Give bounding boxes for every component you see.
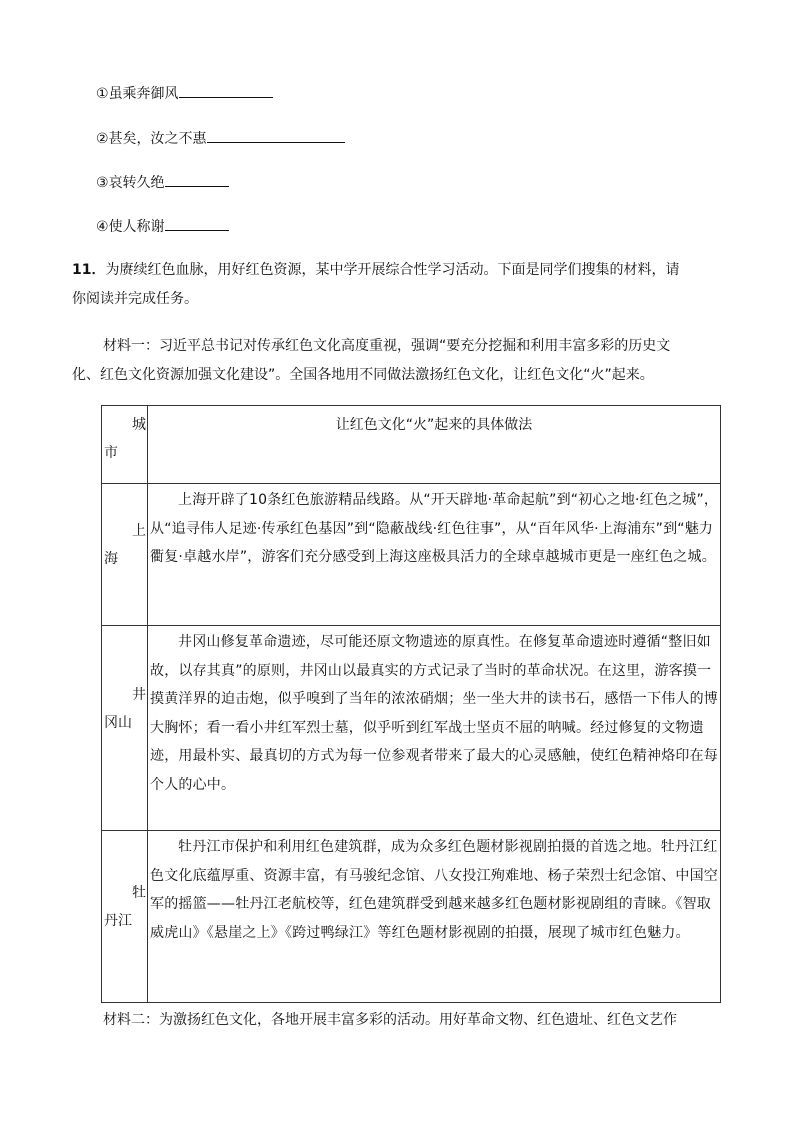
header-city-char-2: 市 [104, 445, 118, 461]
table-row [102, 484, 721, 626]
method-cell-jinggangshan [148, 626, 721, 831]
item-1-text: 虽乘奔御风 [108, 86, 179, 102]
city-name-char-1: 井 [132, 687, 146, 703]
item-1-marker: ① [96, 86, 109, 102]
city-cell-jinggangshan [102, 626, 148, 831]
city-name-char-2: 冈山 [104, 715, 132, 731]
material-1-line-2: 化、红色文化资源加强文化建设”。全国各地用不同做法激扬红色文化，让红色文化“火”起来。 [72, 367, 654, 383]
city-name-char-2: 丹江 [104, 913, 132, 929]
table-header-row [102, 406, 721, 484]
question-number: 11． [72, 262, 106, 278]
item-2-answer-blank[interactable] [207, 127, 345, 143]
item-3-text: 哀转久绝 [108, 175, 165, 191]
city-cell-shanghai [102, 484, 148, 626]
item-2-text: 甚矣，汝之不惠 [108, 131, 207, 147]
city-name-char-1: 上 [132, 523, 146, 539]
material-2-line-1: 材料二：为激扬红色文化，各地开展丰富多彩的活动。用好革命文物、红色遗址、红色文艺作 [103, 1012, 677, 1028]
method-text-mudanjiang: 牡丹江市保护和利用红色建筑群，成为众多红色题材影视剧拍摄的首选之地。牡丹江红色文化底蕴厚重、资源丰富，有马骏纪念馆、八女投江殉难地、杨子荣烈士纪念馆、中国空军的摇篮——牡丹江老航校等，红色建筑群受到越来越多红色题材影视剧组的青睐。《智取威虎山》《悬崖之上》《跨过鸭绿江》等红色题材影视剧的拍摄，展现了城市红色魅力。 [150, 839, 718, 941]
city-name-char-1: 牡 [132, 885, 146, 901]
method-text-shanghai: 上海开辟了10条红色旅游精品线路。从“开天辟地·革命起航”到“初心之地·红色之城”，从“追寻伟人足迹·传承红色基因”到“隐蔽战线·红色往事”，从“百年风华·上海浦东”到“魅力衢复·卓越水岸”，游客们充分感受到上海这座极具活力的全球卓越城市更是一座红色之城。 [150, 492, 719, 565]
question-11-text-1: 为赓续红色血脉，用好红色资源，某中学开展综合性学习活动。下面是同学们搜集的材料，请 [105, 262, 680, 278]
item-3-marker: ③ [96, 175, 109, 191]
material-1-line-1: 材料一：习近平总书记对传承红色文化高度重视，强调“要充分挖掘和利用丰富多彩的历史文 [103, 338, 671, 354]
item-2-marker: ② [96, 131, 109, 147]
question-11-line-1 [72, 260, 679, 280]
item-2 [96, 127, 345, 149]
item-4-answer-blank[interactable] [165, 215, 229, 231]
table-row [102, 831, 721, 1003]
header-city-cell [102, 406, 148, 484]
item-3 [96, 171, 229, 193]
question-11-line-2: 你阅读并完成任务。 [72, 291, 198, 307]
item-1 [96, 82, 273, 104]
header-method-text: 让红色文化“火”起来的具体做法 [335, 417, 533, 433]
city-cell-mudanjiang [102, 831, 148, 1003]
item-3-answer-blank[interactable] [165, 171, 229, 187]
item-4-text: 使人称谢 [108, 219, 165, 235]
city-name-char-2: 海 [104, 551, 118, 567]
item-4 [96, 215, 229, 237]
method-cell-mudanjiang [148, 831, 721, 1003]
item-1-answer-blank[interactable] [179, 82, 273, 98]
table-row [102, 626, 721, 831]
header-method-cell [148, 406, 721, 484]
red-culture-table [101, 405, 721, 1003]
header-city-char-1: 城 [132, 417, 146, 433]
method-text-jinggangshan: 井冈山修复革命遗迹，尽可能还原文物遗迹的原真性。在修复革命遗迹时遵循“整旧如故，以存其真”的原则，井冈山以最真实的方式记录了当时的革命状况。在这里，游客摸一摸黄洋界的迫击炮，似乎嗅到了当年的浓浓硝烟；坐一坐大井的读书石，感悟一下伟人的博大胸怀；看一看小井红军烈士墓，似乎听到红军战士坚贞不屈的呐喊。经过修复的文物遗迹，用最朴实、最真切的方式为每一位参观者带来了最大的心灵感触，使红色精神烙印在每个人的心中。 [150, 634, 718, 793]
item-4-marker: ④ [96, 219, 109, 235]
method-cell-shanghai [148, 484, 721, 626]
